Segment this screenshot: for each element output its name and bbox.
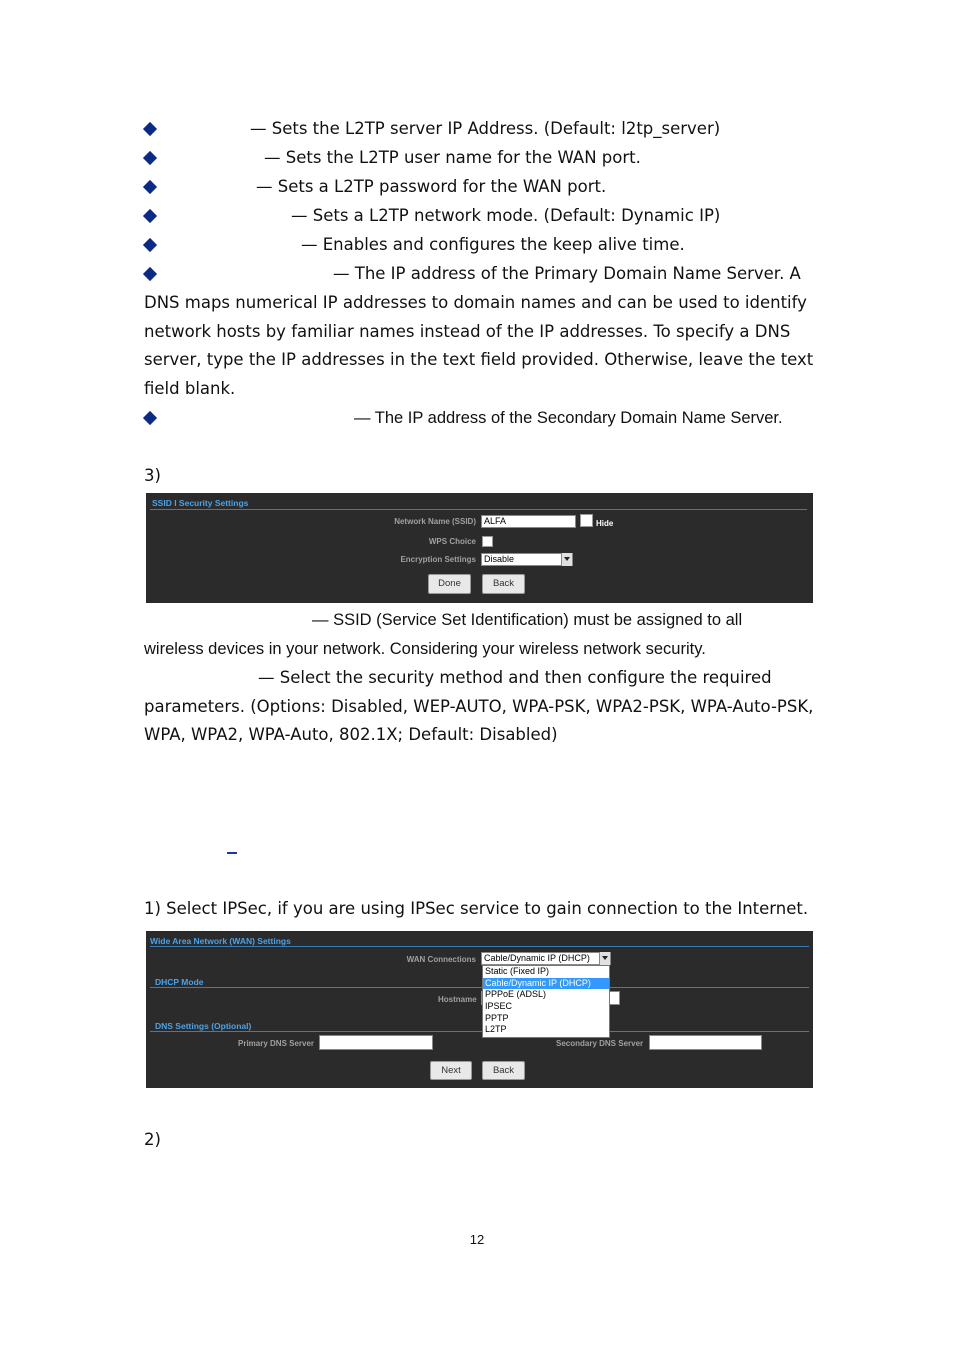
bullet-text-keep-alive: — Enables and configures the keep alive time. xyxy=(301,235,685,254)
encryption-select[interactable]: Disable xyxy=(481,553,573,566)
wan-connections-select[interactable]: Cable/Dynamic IP (DHCP) xyxy=(481,952,611,965)
bullet-diamond-icon xyxy=(143,180,157,194)
heading-underline xyxy=(227,852,237,854)
network-name-input[interactable]: ALFA xyxy=(481,515,576,528)
chevron-down-icon[interactable] xyxy=(561,553,572,566)
bullet-text-password: — Sets a L2TP password for the WAN port. xyxy=(256,177,607,196)
dhcp-mode-title: DHCP Mode xyxy=(155,977,204,987)
back-button[interactable]: Back xyxy=(482,574,525,594)
bullet-text-l2tp-server: — Sets the L2TP server IP Address. (Default: l2tp_server) xyxy=(250,119,721,138)
dropdown-option-pppoe[interactable]: PPPoE (ADSL) xyxy=(485,989,547,1000)
bullet-diamond-icon xyxy=(143,267,157,281)
wan-settings-panel xyxy=(146,931,813,1088)
dropdown-option-ipsec[interactable]: IPSEC xyxy=(485,1001,513,1012)
chevron-down-icon[interactable] xyxy=(599,952,610,965)
bullet-text-network-mode: — Sets a L2TP network mode. (Default: Dynamic IP) xyxy=(291,206,721,225)
back-button[interactable]: Back xyxy=(482,1061,525,1080)
secondary-dns-label: Secondary DNS Server xyxy=(556,1039,644,1048)
panel-divider xyxy=(150,1031,809,1032)
bullet-diamond-icon xyxy=(143,209,157,223)
dropdown-option-static[interactable]: Static (Fixed IP) xyxy=(485,966,550,976)
primary-dns-label: Primary DNS Server xyxy=(238,1039,315,1048)
wps-choice-label: WPS Choice xyxy=(428,537,476,546)
primary-dns-desc-line: DNS maps numerical IP addresses to domain names and can be used to identify xyxy=(144,293,807,312)
step-2-label: 2) xyxy=(144,1130,161,1149)
panel-divider xyxy=(150,987,809,988)
primary-dns-desc-line: server, type the IP addresses in the text field provided. Otherwise, leave the text xyxy=(144,350,814,369)
ssid-panel-title: SSID I Security Settings xyxy=(152,498,249,508)
ssid-desc-line: wireless devices in your network. Considering your wireless network security. xyxy=(144,640,706,658)
panel-divider xyxy=(150,509,807,510)
dns-settings-title: DNS Settings (Optional) xyxy=(155,1021,252,1031)
encryption-desc-line: WPA, WPA2, WPA-Auto, 802.1X; Default: Disabled) xyxy=(144,725,558,744)
primary-dns-desc-line: network hosts by familiar names instead of the IP addresses. To specify a DNS xyxy=(144,322,791,341)
wan-panel-title: Wide Area Network (WAN) Settings xyxy=(150,936,291,946)
bullet-diamond-icon xyxy=(143,238,157,252)
encryption-desc-line: parameters. (Options: Disabled, WEP-AUTO, WPA-PSK, WPA2-PSK, WPA-Auto-PSK, xyxy=(144,697,814,716)
bullet-text-username: — Sets the L2TP user name for the WAN port. xyxy=(264,148,641,167)
hide-label: Hide xyxy=(596,519,614,528)
bullet-text-primary-dns: — The IP address of the Primary Domain Name Server. A xyxy=(333,264,801,283)
wps-choice-checkbox[interactable] xyxy=(482,536,493,547)
primary-dns-desc-line: field blank. xyxy=(144,379,236,398)
dropdown-option-dhcp[interactable]: Cable/Dynamic IP (DHCP) xyxy=(483,978,609,990)
network-name-label: Network Name (SSID) xyxy=(394,517,476,526)
bullet-diamond-icon xyxy=(143,151,157,165)
dropdown-option-l2tp[interactable]: L2TP xyxy=(485,1024,507,1035)
primary-dns-input[interactable] xyxy=(319,1035,433,1050)
bullet-diamond-icon xyxy=(143,122,157,136)
done-button[interactable]: Done xyxy=(428,574,471,594)
encryption-settings-label: Encryption Settings xyxy=(400,555,476,564)
secondary-dns-input[interactable] xyxy=(649,1035,762,1050)
hostname-label: Hostname xyxy=(438,995,477,1004)
step-1-text: 1) Select IPSec, if you are using IPSec service to gain connection to the Internet. xyxy=(144,899,809,918)
encryption-desc-line: — Select the security method and then configure the required xyxy=(258,668,772,687)
step-3-label: 3) xyxy=(144,466,161,485)
ssid-desc-line: — SSID (Service Set Identification) must be assigned to all xyxy=(312,611,743,629)
bullet-diamond-icon xyxy=(143,411,157,425)
ssid-security-panel xyxy=(146,493,813,603)
page-number: 12 xyxy=(469,1232,485,1247)
bullet-text-secondary-dns: — The IP address of the Secondary Domain Name Server. xyxy=(354,409,783,427)
hide-checkbox[interactable] xyxy=(580,514,593,527)
next-button[interactable]: Next xyxy=(430,1061,472,1080)
panel-divider xyxy=(150,946,809,947)
wan-connections-dropdown[interactable] xyxy=(482,965,610,1038)
wan-connections-label: WAN Connections xyxy=(406,955,476,964)
dropdown-option-pptp[interactable]: PPTP xyxy=(485,1012,509,1023)
